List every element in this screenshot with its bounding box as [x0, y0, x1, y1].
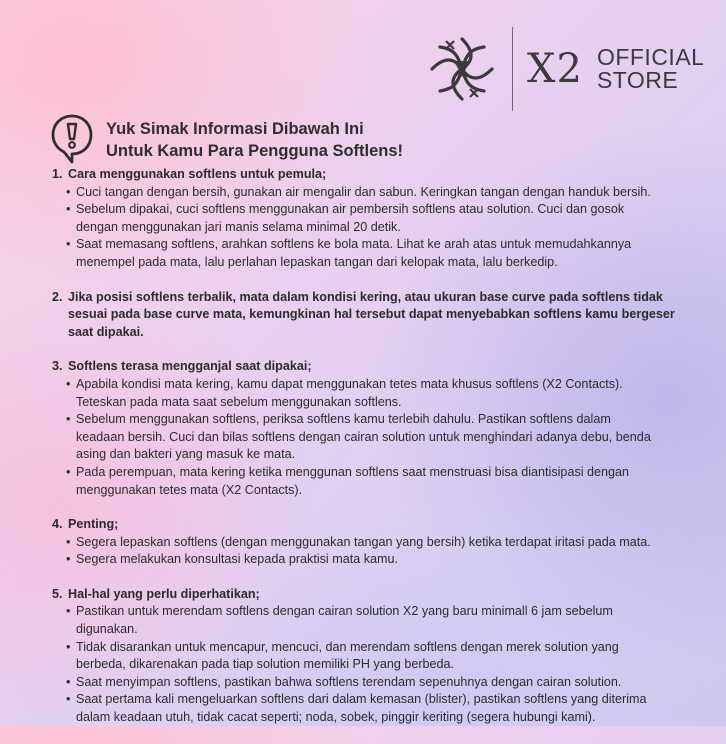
- info-content: [52, 166, 692, 744]
- title-line: Cara menggunakan softlens untuk pemula;: [68, 167, 327, 181]
- list-item: [66, 411, 692, 464]
- brand-store-text: [597, 46, 705, 92]
- section-title: [52, 289, 692, 342]
- info-header: [50, 113, 403, 165]
- section-number: 3.: [52, 359, 63, 374]
- title-line: Softlens terasa mengganjal saat dipakai;: [68, 359, 312, 374]
- list-item-line: • Sebelum dipakai, cuci softlens menggunakan air pembersih softlens atau solution. Cuci dan gosok: [76, 202, 625, 217]
- section-title: [52, 586, 692, 604]
- brand-x2-text: X2: [527, 46, 583, 92]
- title-line: Hal-hal yang perlu diperhatikan;: [68, 586, 260, 601]
- section-title-text: [68, 166, 326, 184]
- x2-monogram-icon: [424, 31, 500, 107]
- list-item-line: menempel pada mata, lalu perlahan lepaskan tangan dari kelopak mata, lalu berkedip.: [76, 254, 558, 269]
- section-title-text: [68, 516, 118, 534]
- section-3: [52, 358, 692, 499]
- list-item-line: keadaan bersih. Cuci dan bilas softlens dengan cairan solution untuk menghindari adanya debu, benda: [76, 429, 651, 444]
- title-line: sesuai pada base curve mata, kemungkinan hal tersebut dapat menyebabkan softlens kamu bergeser: [68, 307, 675, 322]
- list-item-line: Teteskan pada mata saat sebelum menggunakan softlens.: [76, 394, 402, 409]
- title-line: saat dipakai.: [68, 324, 144, 339]
- title-line: Penting;: [68, 517, 119, 532]
- list-item-line: • Segera melakukan konsultasi kepada praktisi mata kamu.: [76, 552, 399, 567]
- list-item-line: • Pada perempuan, mata kering ketika menggunan softlens saat menstruasi bisa diantisipasi dengan: [76, 464, 630, 479]
- section-title-text: [68, 358, 312, 376]
- section-title: [52, 516, 692, 534]
- list-item: [66, 639, 692, 674]
- logo-divider: [512, 27, 513, 111]
- section-4: [52, 516, 692, 569]
- section-number: 1.: [52, 167, 63, 181]
- list-item-line: dalam keadaan utuh, tidak cacat seperti; noda, sobek, pinggir keriting (segera hubungi kami).: [76, 710, 596, 725]
- list-item: [66, 534, 692, 552]
- list-item: [66, 674, 692, 692]
- list-item-line: • Saat memasang softlens, arahkan softlens ke bola mata. Lihat ke arah atas untuk memudahkannya: [76, 237, 632, 252]
- section-title: [52, 358, 692, 376]
- list-item: [66, 551, 692, 569]
- list-item: [66, 464, 692, 499]
- title-line-1: Yuk Simak Informasi Dibawah Ini: [106, 120, 364, 138]
- info-speech-bubble-icon: [50, 113, 94, 165]
- list-item-line: • Saat pertama kali mengeluarkan softlens dari dalam kemasan (blister), pastikan softlens yang diterima: [76, 692, 647, 707]
- bullet-list: [52, 376, 692, 499]
- list-item-line: asing dan bakteri yang masuk ke mata.: [76, 447, 296, 462]
- brand-store-line2: STORE: [596, 67, 679, 93]
- list-item: [66, 603, 692, 638]
- brand-store-line1: OFFICIAL: [596, 44, 705, 70]
- list-item-line: berbeda, dikarenakan pada tiap solution memiliki PH yang berbeda.: [76, 657, 455, 672]
- list-item-line: dengan menggunakan jari manis selama minimal 20 detik.: [76, 219, 401, 234]
- title-line-2: Untuk Kamu Para Pengguna Softlens!: [106, 142, 404, 160]
- brand-logo: [424, 28, 704, 110]
- list-item-line: digunakan.: [76, 622, 138, 637]
- section-2: [52, 289, 692, 342]
- section-number: 4.: [52, 517, 63, 532]
- section-number: 2.: [52, 289, 63, 304]
- list-item: [66, 201, 692, 236]
- list-item-line: • Apabila kondisi mata kering, kamu dapat menggunakan tetes mata khusus softlens (X2 Contacts).: [76, 376, 623, 391]
- page-title: [106, 113, 403, 162]
- section-title-text: [68, 586, 260, 604]
- section-title: [52, 166, 692, 184]
- section-1: [52, 166, 692, 272]
- bullet-list: [52, 534, 692, 569]
- list-item-line: menggunakan tetes mata (X2 Contacts).: [76, 482, 303, 497]
- bullet-list: [52, 184, 692, 272]
- list-item: [66, 236, 692, 271]
- section-5: [52, 586, 692, 727]
- list-item-line: • Pastikan untuk merendam softlens dengan cairan solution X2 yang baru minimall 6 jam sebelum: [76, 604, 613, 619]
- list-item-line: • Sebelum menggunakan softlens, periksa softlens kamu terlebih dahulu. Pastikan softlens dalam: [76, 412, 611, 427]
- section-title-text: [68, 289, 675, 342]
- list-item-line: • Saat menyimpan softlens, pastikan bahwa softlens terendam sepenuhnya dengan cairan solution.: [76, 674, 622, 689]
- list-item-line: • Tidak disarankan untuk mencapur, mencuci, dan merendam softlens dengan merek solution yang: [76, 639, 619, 654]
- list-item-line: • Cuci tangan dengan bersih, gunakan air mengalir dan sabun. Keringkan tangan dengan handuk bersih.: [76, 184, 651, 199]
- list-item: [66, 376, 692, 411]
- bullet-list: [52, 603, 692, 726]
- title-line: Jika posisi softlens terbalik, mata dalam kondisi kering, atau ukuran base curve pada softlens tidak: [68, 289, 663, 304]
- list-item-line: • Segera lepaskan softlens (dengan menggunakan tangan yang bersih) ketika terdapat iritasi pada mata.: [76, 534, 651, 549]
- list-item: [66, 184, 692, 202]
- list-item: [66, 691, 692, 726]
- section-number: 5.: [52, 586, 63, 601]
